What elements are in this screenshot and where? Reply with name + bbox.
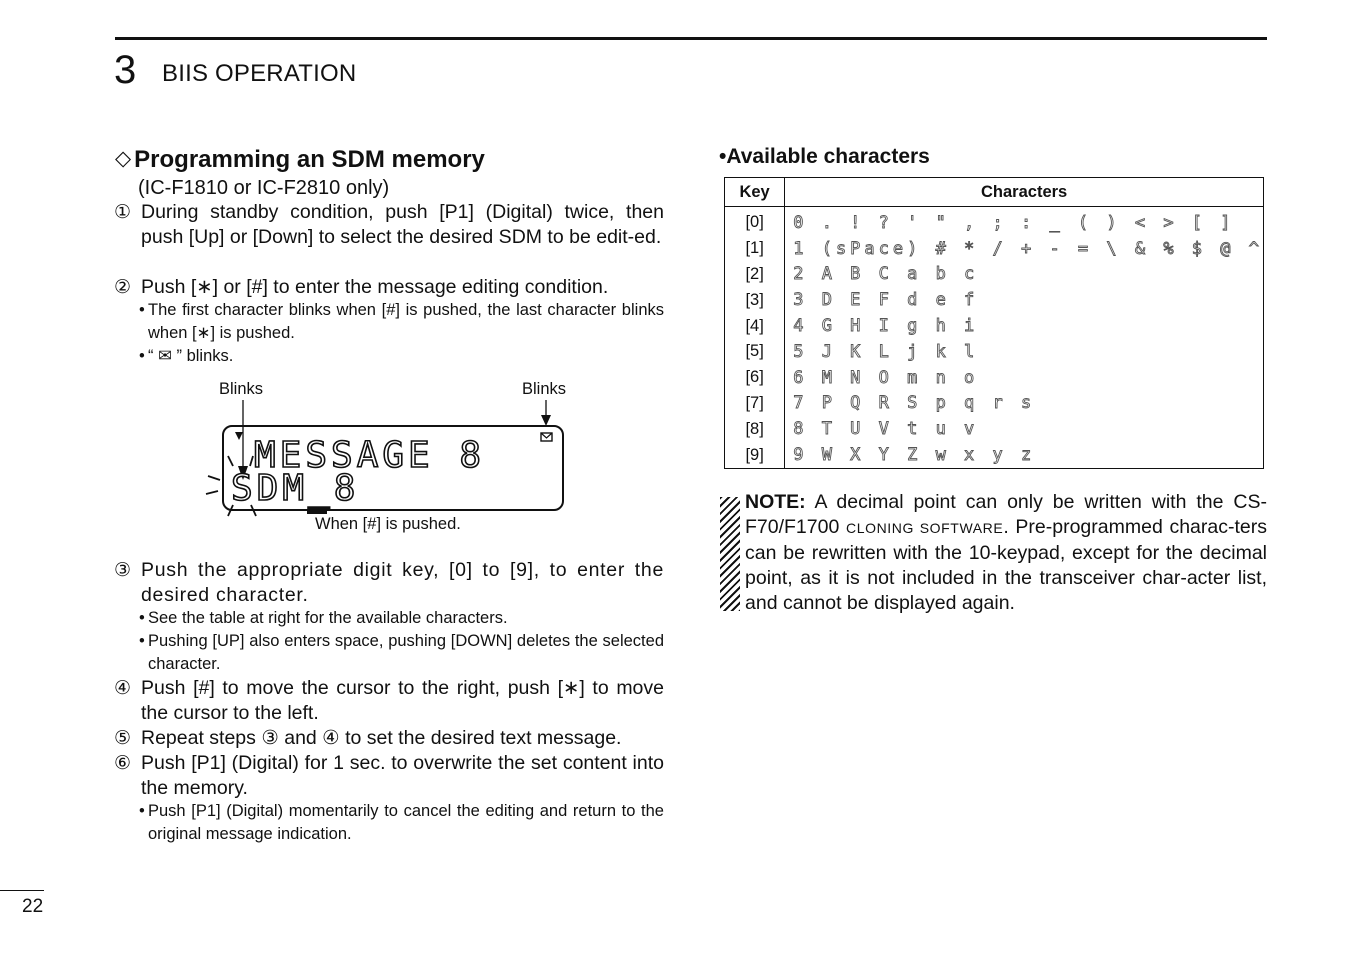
bullet: • (139, 609, 145, 627)
step-number: ① (114, 202, 132, 223)
step-number: ⑤ (114, 728, 132, 749)
table-row (725, 236, 1264, 262)
bullet: • (139, 632, 145, 650)
bullet: • (139, 301, 145, 319)
key-cell: [2] (725, 262, 785, 288)
available-characters-heading: •Available characters (719, 145, 930, 168)
bullet: • (139, 347, 145, 365)
table-row (725, 262, 1264, 288)
step-6 (114, 751, 664, 801)
step-4 (114, 676, 664, 726)
lcd-line-1: MESSAGE 8 (254, 435, 486, 476)
characters-cell: 1 (sPace) # * / + - = \ & % $ @ ^ (793, 238, 1263, 259)
step-3-note-2 (139, 630, 664, 676)
bullet: • (139, 802, 145, 820)
step-number: ② (114, 277, 132, 298)
table-row (725, 313, 1264, 339)
note-text: Pushing [UP] also enters space, pushing [DOWN] deletes the selected character. (148, 632, 664, 673)
step-3 (114, 558, 664, 608)
column-header-key: Key (725, 178, 785, 207)
table-row (725, 287, 1264, 313)
characters-cell: 7 P Q R S p q r s (793, 393, 1036, 414)
note-text: “ ✉ ” blinks. (148, 347, 234, 365)
characters-cell: 8 T U V t u v (793, 419, 979, 440)
note-small-caps: CLONING SOFTWARE (845, 520, 1004, 536)
key-cell: [4] (725, 313, 785, 339)
section-title: Programming an SDM memory (134, 146, 485, 173)
note-text: Push [P1] (Digital) momentarily to cancel the editing and return to the original message indication. (148, 802, 664, 843)
blinks-label-right: Blinks (522, 380, 567, 398)
step-3-note-1 (139, 607, 664, 630)
key-cell: [0] (725, 207, 785, 236)
step-text: Push the appropriate digit key, [0] to [9], to enter the desired character. (141, 559, 664, 606)
character-table (724, 177, 1264, 469)
step-text: Push [P1] (Digital) for 1 sec. to overwrite the set content into the memory. (141, 752, 664, 799)
section-subtitle: (IC-F1810 or IC-F2810 only) (138, 177, 390, 199)
step-6-note-1 (139, 800, 664, 846)
characters-cell: 2 A B C a b c (793, 264, 979, 285)
table-row (725, 442, 1264, 468)
step-number: ③ (114, 560, 132, 581)
note-hatch-bar (720, 497, 740, 611)
table-row (725, 416, 1264, 442)
diamond-icon: ◇ (115, 147, 132, 170)
note-block (745, 490, 1267, 616)
lcd-line-2: SDM_8 (231, 468, 360, 509)
table-row (725, 207, 1264, 236)
step-2 (114, 275, 664, 300)
key-cell: [7] (725, 391, 785, 417)
characters-cell: 9 W X Y Z w x y z (793, 445, 1036, 466)
figure-caption: When [#] is pushed. (315, 515, 461, 533)
step-2-note-1 (139, 299, 664, 345)
note-text: The first character blinks when [#] is pushed, the last character blinks when [∗] is pushed. (148, 301, 664, 342)
step-text: Push [∗] or [#] to enter the message editing condition. (141, 276, 609, 298)
key-cell: [1] (725, 236, 785, 262)
step-number: ④ (114, 678, 132, 699)
step-1 (114, 200, 664, 250)
column-header-characters: Characters (785, 178, 1264, 207)
step-5 (114, 726, 664, 751)
page-number-rule (0, 890, 44, 891)
table-row (725, 391, 1264, 417)
section-heading (115, 143, 485, 176)
note-label: NOTE: (745, 491, 806, 513)
characters-cell: 0 . ! ? ' " , ; : _ ( ) < > [ ] (793, 212, 1235, 233)
step-2-note-2 (139, 345, 664, 368)
step-text: Push [#] to move the cursor to the right, push [∗] to move the cursor to the left. (141, 677, 664, 724)
characters-cell: 5 J K L j k l (793, 341, 979, 362)
note-text: See the table at right for the available characters. (148, 609, 508, 627)
table-header-row (725, 178, 1264, 207)
key-cell: [3] (725, 287, 785, 313)
key-cell: [9] (725, 442, 785, 468)
key-cell: [8] (725, 416, 785, 442)
characters-cell: 6 M N O m n o (793, 367, 979, 388)
characters-cell: 4 G H I g h i (793, 316, 979, 337)
note-text-2: . Pre-programmed charac-ters can be rewritten with the 10-keypad, except for the decimal point, as it is not included in the transceiver char-acter list, and cannot be displayed again. (745, 516, 1267, 614)
page-number: 22 (22, 896, 44, 917)
chapter-title: BIIS OPERATION (162, 60, 357, 87)
table-row (725, 339, 1264, 365)
step-text: During standby condition, push [P1] (Digital) twice, then push [Up] or [Down] to select the desired SDM to be edit-ed. (141, 201, 664, 248)
blinks-label-left: Blinks (219, 380, 264, 398)
header-rule (115, 37, 1267, 40)
step-number: ⑥ (114, 753, 132, 774)
characters-cell: 3 D E F d e f (793, 290, 979, 311)
key-cell: [6] (725, 365, 785, 391)
chapter-number: 3 (114, 48, 137, 92)
step-text: Repeat steps ③ and ④ to set the desired text message. (141, 727, 622, 749)
note-text-1: A decimal point can only be written with the CS-F70/F1700 (745, 491, 1267, 538)
table-row (725, 365, 1264, 391)
key-cell: [5] (725, 339, 785, 365)
